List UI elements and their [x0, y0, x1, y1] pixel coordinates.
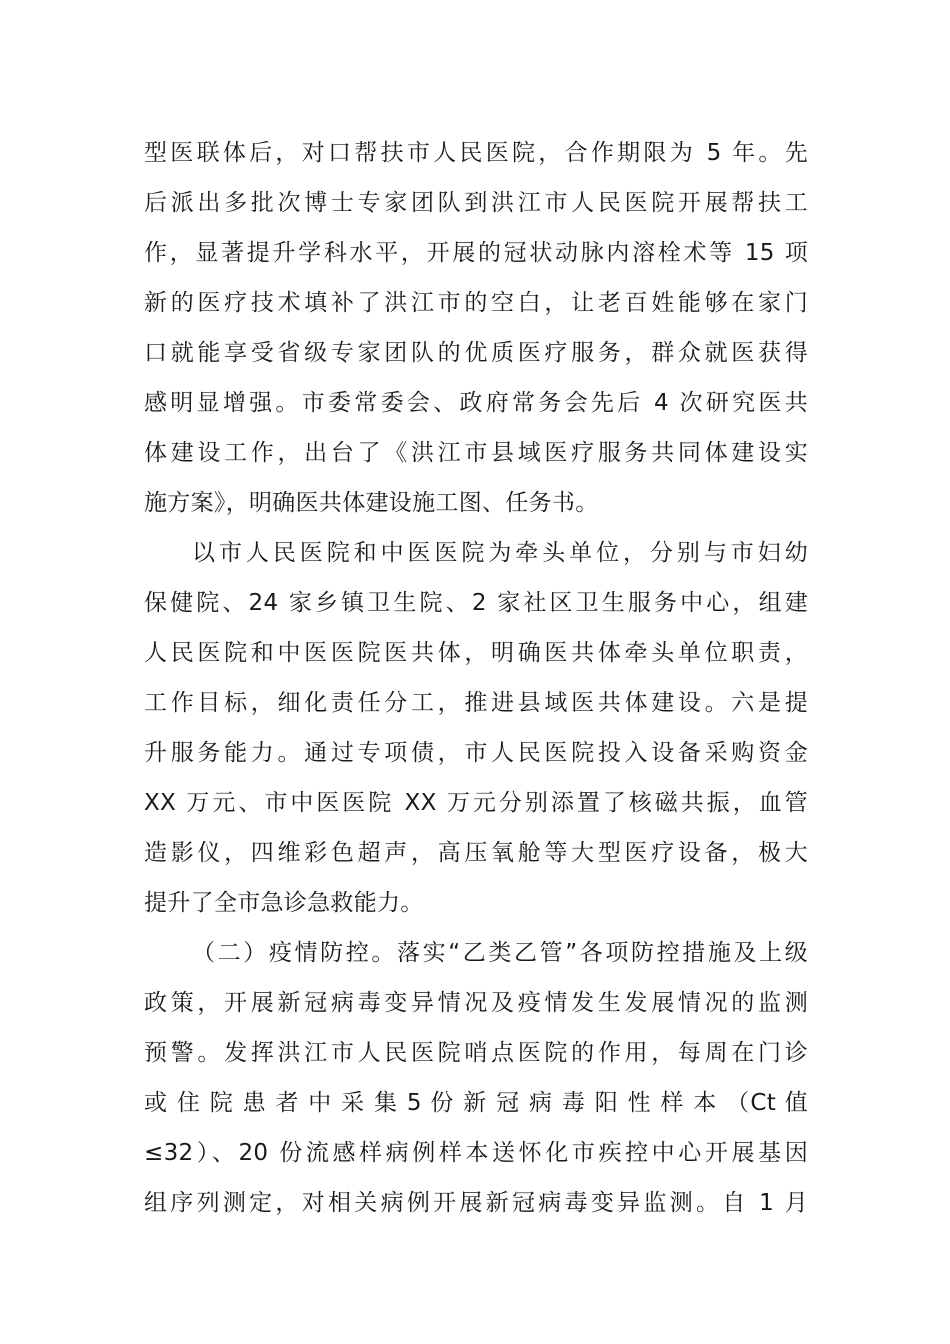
text-line: 保健院、24 家乡镇卫生院、2 家社区卫生服务中心，组建 [144, 590, 808, 616]
text-line: 政策，开展新冠病毒变异情况及疫情发生发展情况的监测 [144, 990, 808, 1016]
text-line: 造影仪，四维彩色超声，高压氧舱等大型医疗设备，极大 [144, 840, 808, 866]
text-line: ≤32）、20 份流感样病例样本送怀化市疾控中心开展基因 [144, 1140, 808, 1166]
text-line: 新的医疗技术填补了洪江市的空白，让老百姓能够在家门 [144, 290, 808, 316]
paragraph [144, 128, 808, 528]
paragraph [144, 528, 808, 928]
text-line: 感明显增强。市委常委会、政府常务会先后 4 次研究医共 [144, 390, 808, 416]
text-line: 体建设工作，出台了《洪江市县域医疗服务共同体建设实 [144, 440, 808, 466]
text-line: 升服务能力。通过专项债，市人民医院投入设备采购资金 [144, 740, 808, 766]
paragraph [144, 928, 808, 1228]
text-line: 人民医院和中医医院医共体，明确医共体牵头单位职责， [144, 640, 808, 666]
text-line: 组序列测定，对相关病例开展新冠病毒变异监测。自 1 月 [144, 1190, 808, 1216]
text-line: 作，显著提升学科水平，开展的冠状动脉内溶栓术等 15 项 [144, 240, 808, 266]
text-line: 工作目标，细化责任分工，推进县域医共体建设。六是提 [144, 690, 808, 716]
text-line: 以市人民医院和中医医院为牵头单位，分别与市妇幼 [192, 540, 808, 566]
text-line: 施方案》，明确医共体建设施工图、任务书。 [144, 490, 599, 516]
text-line: 提升了全市急诊急救能力。 [144, 890, 424, 916]
text-line: 后派出多批次博士专家团队到洪江市人民医院开展帮扶工 [144, 190, 808, 216]
text-line: 型医联体后，对口帮扶市人民医院，合作期限为 5 年。先 [144, 140, 808, 166]
text-line: 口就能享受省级专家团队的优质医疗服务，群众就医获得 [144, 340, 808, 366]
text-line: 或 住 院 患 者 中 采 集 5 份 新 冠 病 毒 阳 性 样 本 （Ct 值 [144, 1090, 808, 1116]
text-line: XX 万元、市中医医院 XX 万元分别添置了核磁共振，血管 [144, 790, 808, 816]
text-line: （二）疫情防控。落实“乙类乙管”各项防控措施及上级 [192, 940, 808, 966]
text-line: 预警。发挥洪江市人民医院哨点医院的作用，每周在门诊 [144, 1040, 808, 1066]
document-body [144, 128, 808, 1228]
